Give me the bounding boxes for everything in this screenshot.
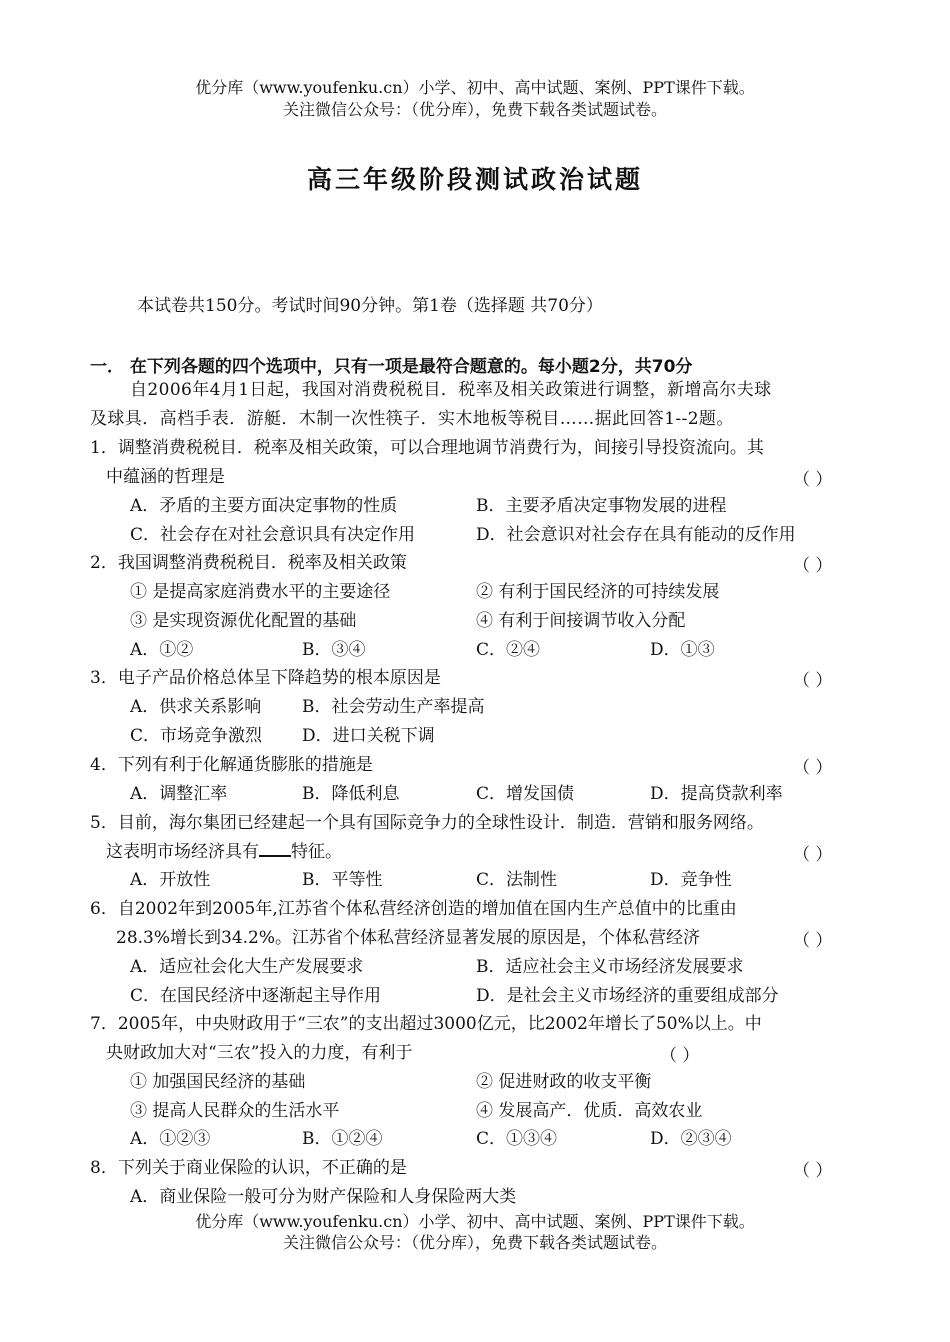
q7-option-b: B．①②④	[302, 1129, 383, 1149]
q7-statement-1: ① 加强国民经济的基础	[130, 1072, 306, 1092]
q7-stem-line-1: 7．2005年，中央财政用于“三农”的支出超过3000亿元，比2002年增长了50%以上。中	[90, 1014, 762, 1034]
header-line-2: 关注微信公众号：（优分库），免费下载各类试题试卷。	[282, 100, 667, 119]
q8-option-a: A．商业保险一般可分为财产保险和人身保险两大类	[130, 1187, 517, 1207]
exam-intro: 本试卷共150分。考试时间90分钟。第1卷（选择题 共70分）	[137, 296, 603, 316]
section-heading: 一． 在下列各题的四个选项中，只有一项是最符合题意的。每小题2分，共70分	[90, 357, 693, 377]
q3-option-d: D．进口关税下调	[302, 726, 435, 746]
q3-option-c: C．市场竞争激烈	[130, 726, 263, 746]
q2-statement-3: ③ 是实现资源优化配置的基础	[130, 611, 357, 631]
q6-option-c: C．在国民经济中逐渐起主导作用	[130, 986, 382, 1006]
q3-answer-paren[interactable]: （ ）	[793, 671, 833, 691]
q2-statement-1: ① 是提高家庭消费水平的主要途径	[130, 582, 391, 602]
q5-stem-post: 特征。	[291, 842, 342, 862]
q3-option-a: A．供求关系影响	[130, 697, 262, 717]
q3-stem: 3．电子产品价格总体呈下降趋势的根本原因是	[90, 668, 441, 688]
q5-blank[interactable]	[259, 841, 291, 857]
q5-option-d: D．竞争性	[650, 870, 732, 890]
q4-option-b: B．降低利息	[302, 784, 400, 804]
q1-option-c: C．社会存在对社会意识具有决定作用	[130, 525, 416, 545]
q7-option-c: C．①③④	[476, 1129, 558, 1149]
q6-answer-paren[interactable]: （ ）	[793, 931, 833, 951]
footer-line-2: 关注微信公众号：（优分库），免费下载各类试题试卷。	[282, 1233, 667, 1252]
q7-statement-2: ② 促进财政的收支平衡	[476, 1072, 652, 1092]
q1-stem-line-1: 1．调整消费税税目．税率及相关政策，可以合理地调节消费行为，间接引导投资流向。其	[90, 438, 764, 458]
q2-option-b: B．③④	[302, 640, 366, 660]
q1-option-d: D．社会意识对社会存在具有能动的反作用	[476, 525, 796, 545]
q5-option-c: C．法制性	[476, 870, 558, 890]
passage-line-1: 自2006年4月1日起，我国对消费税税目．税率及相关政策进行调整，新增高尔夫球	[130, 380, 772, 400]
header-line-1: 优分库（www.youfenku.cn）小学、初中、高中试题、案例、PPT课件下载。	[195, 78, 755, 97]
q4-option-d: D．提高贷款利率	[650, 784, 783, 804]
q6-stem-line-2: 28.3%增长到34.2%。江苏省个体私营经济显著发展的原因是，个体私营经济	[116, 928, 701, 948]
q7-option-a: A．①②③	[130, 1129, 211, 1149]
q8-answer-paren[interactable]: （ ）	[793, 1161, 833, 1181]
q4-answer-paren[interactable]: （ ）	[793, 758, 833, 778]
q4-option-a: A．调整汇率	[130, 784, 228, 804]
q8-stem: 8．下列关于商业保险的认识，不正确的是	[90, 1158, 407, 1178]
q2-stem: 2．我国调整消费税税目．税率及相关政策	[90, 553, 407, 573]
q7-stem-line-2: 央财政加大对“三农”投入的力度，有利于	[106, 1043, 413, 1063]
q5-option-a: A．开放性	[130, 870, 211, 890]
q4-stem: 4．下列有利于化解通货膨胀的措施是	[90, 755, 373, 775]
q5-option-b: B．平等性	[302, 870, 383, 890]
q7-answer-paren[interactable]: （ ）	[660, 1046, 700, 1066]
q1-stem-line-2: 中蕴涵的哲理是	[106, 467, 225, 487]
q5-answer-paren[interactable]: （ ）	[793, 845, 833, 865]
q6-option-b: B．适应社会主义市场经济发展要求	[476, 957, 744, 977]
q2-statement-2: ② 有利于国民经济的可持续发展	[476, 582, 720, 602]
q7-statement-4: ④ 发展高产．优质．高效农业	[476, 1101, 703, 1121]
q5-stem-line-2	[106, 840, 342, 864]
q1-option-a: A．矛盾的主要方面决定事物的性质	[130, 496, 398, 516]
q4-option-c: C．增发国债	[476, 784, 575, 804]
q3-option-b: B．社会劳动生产率提高	[302, 697, 485, 717]
q2-option-d: D．①③	[650, 640, 715, 660]
footer-line-1: 优分库（www.youfenku.cn）小学、初中、高中试题、案例、PPT课件下载。	[195, 1212, 755, 1231]
q7-statement-3: ③ 提高人民群众的生活水平	[130, 1101, 340, 1121]
q1-option-b: B．主要矛盾决定事物发展的进程	[476, 496, 727, 516]
page-title: 高三年级阶段测试政治试题	[306, 165, 643, 194]
q2-statement-4: ④ 有利于间接调节收入分配	[476, 611, 686, 631]
q2-option-a: A．①②	[130, 640, 194, 660]
q6-stem-line-1: 6．自2002年到2005年,江苏省个体私营经济创造的增加值在国内生产总值中的比重由	[90, 899, 737, 919]
q6-option-a: A．适应社会化大生产发展要求	[130, 957, 364, 977]
q6-option-d: D．是社会主义市场经济的重要组成部分	[476, 986, 779, 1006]
q1-answer-paren[interactable]: （ ）	[793, 470, 833, 490]
q2-answer-paren[interactable]: （ ）	[793, 556, 833, 576]
q5-stem-line-1: 5．目前，海尔集团已经建起一个具有国际竞争力的全球性设计．制造．营销和服务网络。	[90, 813, 764, 833]
passage-line-2: 及球具．高档手表．游艇．木制一次性筷子．实木地板等税目……据此回答1--2题。	[90, 409, 734, 429]
q5-stem-pre: 这表明市场经济具有	[106, 842, 259, 862]
q2-option-c: C．②④	[476, 640, 541, 660]
q7-option-d: D．②③④	[650, 1129, 732, 1149]
